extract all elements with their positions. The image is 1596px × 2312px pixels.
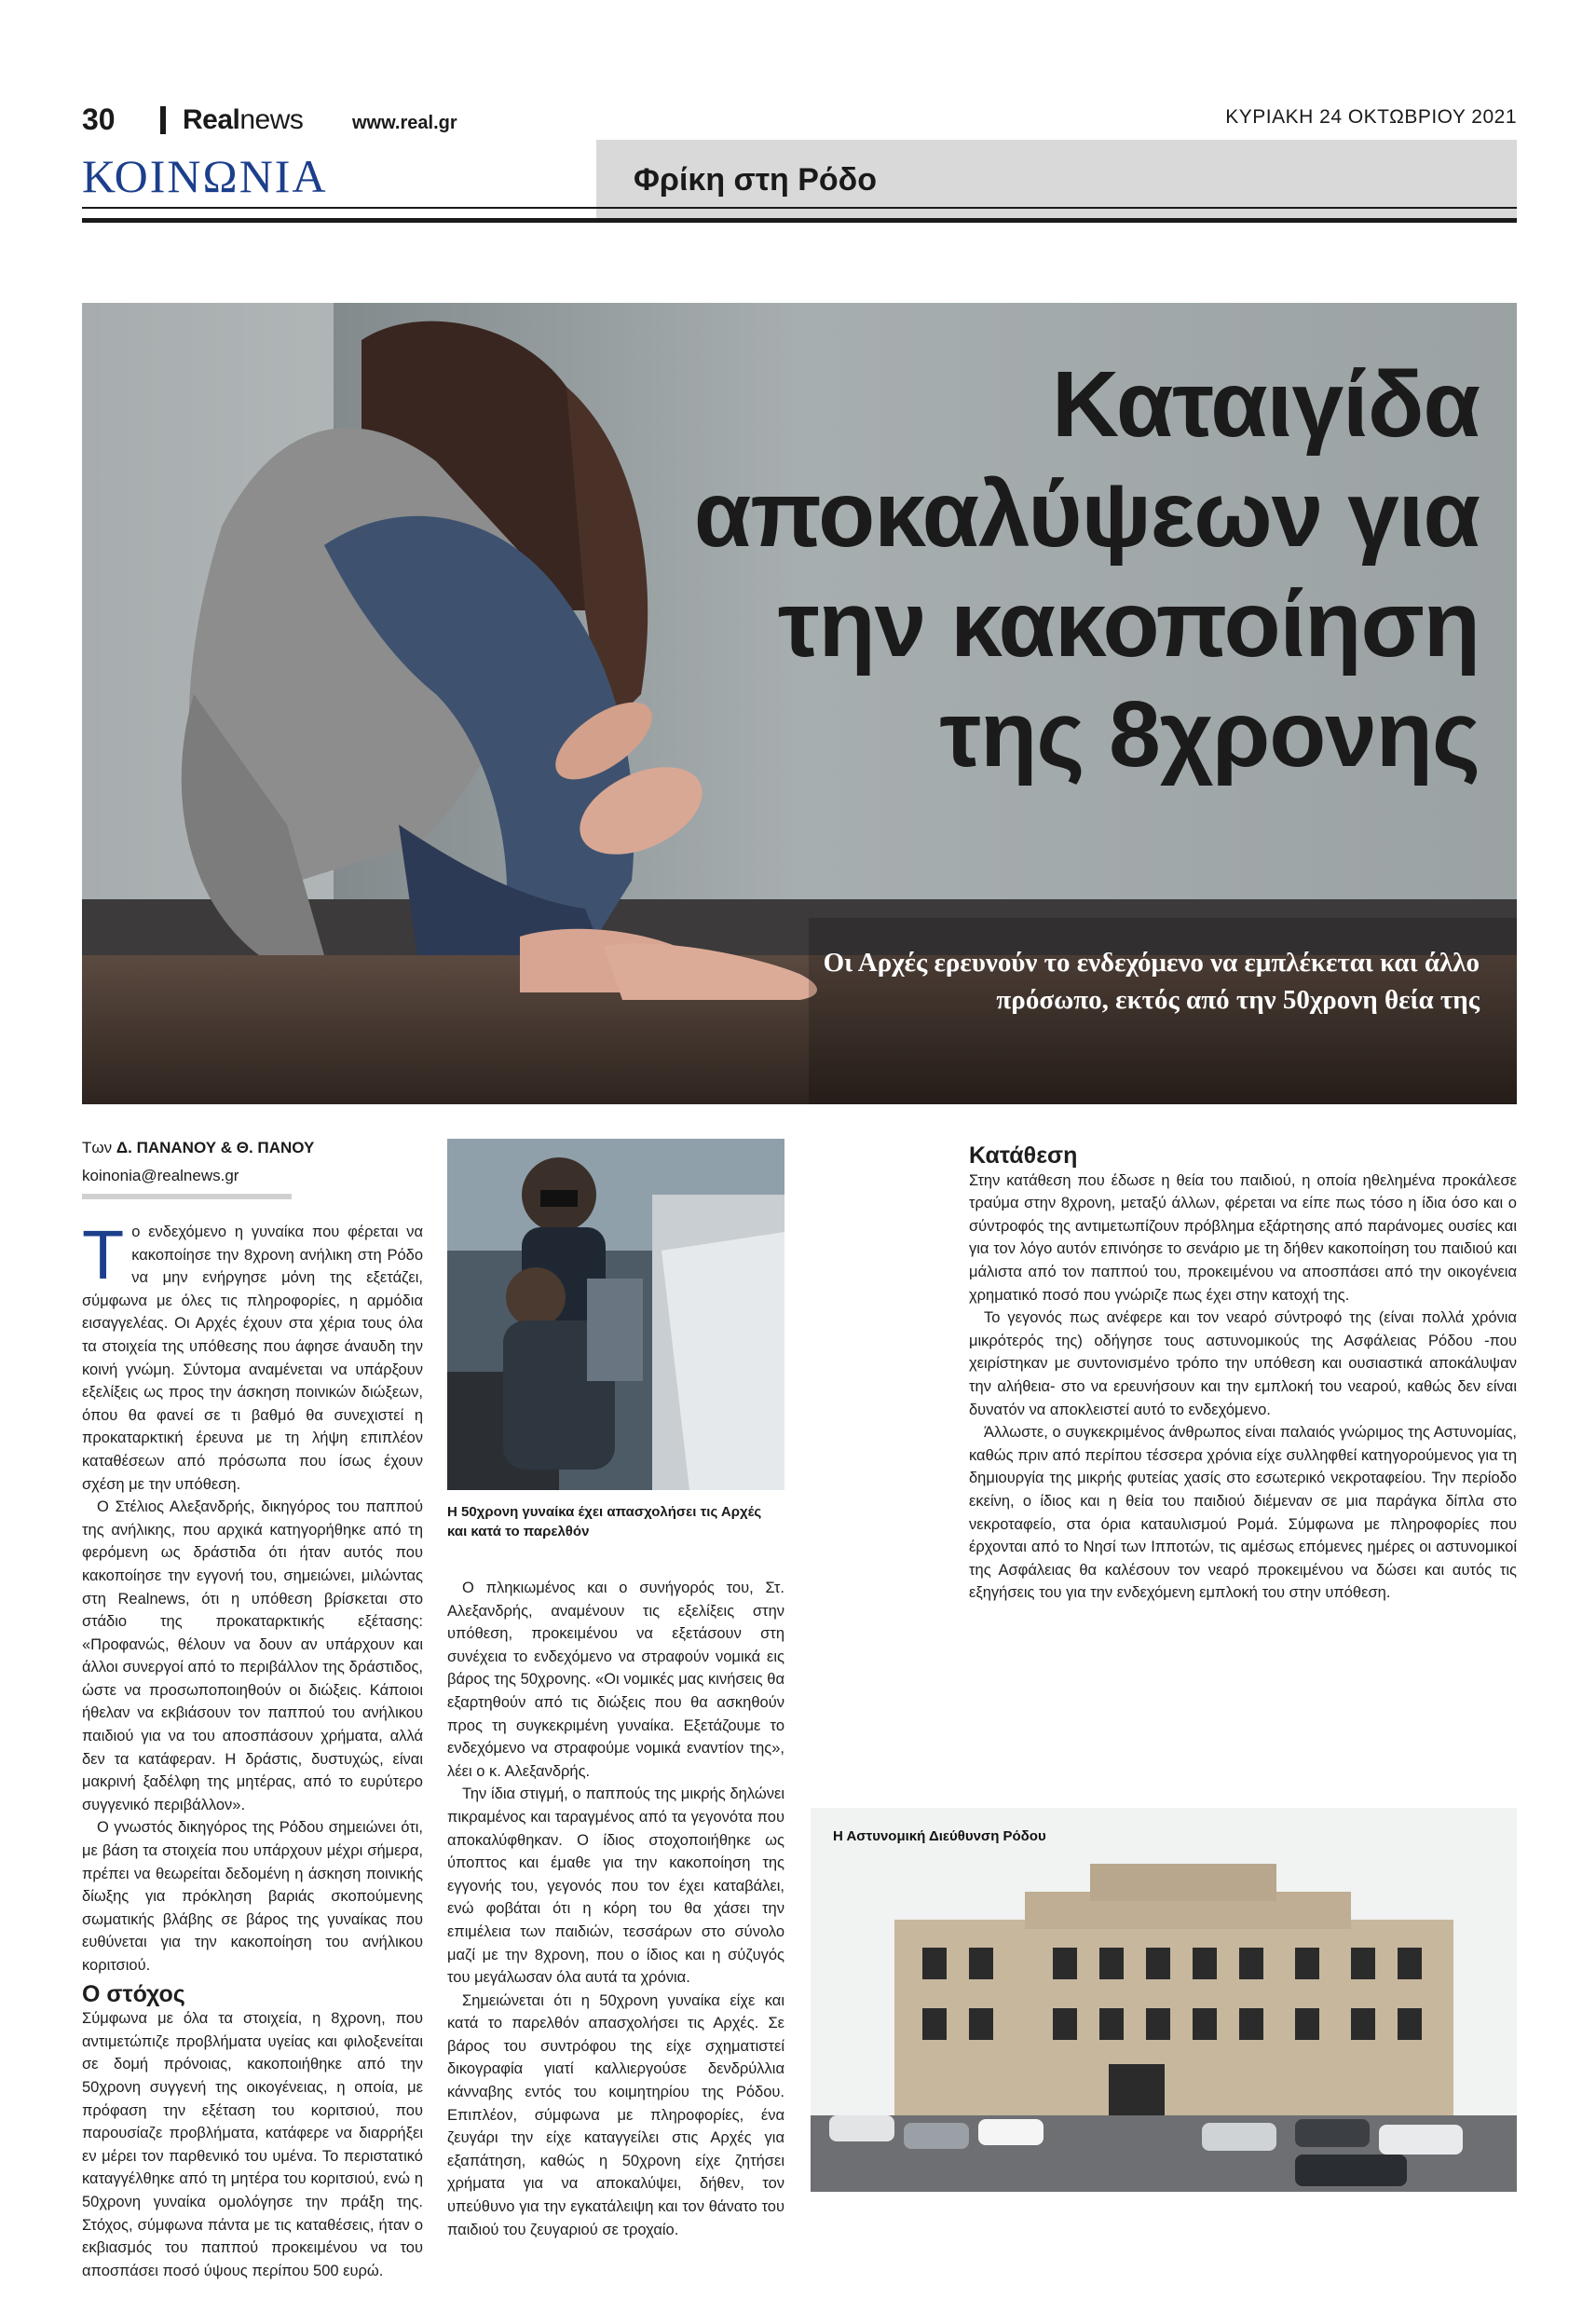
- brand-logo: Realnews: [183, 104, 304, 135]
- header-rule-thick: [82, 218, 1517, 223]
- article-column-3: [969, 1139, 1517, 1605]
- page-number: 30: [82, 103, 116, 136]
- arrest-photo-illustration: [447, 1139, 784, 1490]
- byline-rule: [82, 1194, 292, 1199]
- byline: Των Δ. ΠΑΝΑΝΟΥ & Θ. ΠΑΝΟΥ: [82, 1139, 315, 1156]
- topic-title: Φρίκη στη Ρόδο: [634, 162, 878, 198]
- article-paragraph: Ο γνωστός δικηγόρος της Ρόδου σημειώνει ότι, με βάση τα στοιχεία που υπάρχουν μέχρι σήμερα, πρέπει να θεωρείται δεδομένη η άσκηση ποινικής δίωξης για πρόκληση βαριάς σκοπούμενης σωματικής βλάβης σε βάρος της γυναίκας που ευθύνεται για την κακοποίηση του ανήλικου κοριτσιού.: [82, 1819, 423, 1974]
- article-column-2: [447, 1577, 784, 2241]
- article-paragraph: Σύμφωνα με όλα τα στοιχεία, η 8χρονη, που αντιμετώπιζε προβλήματα υγείας και φιλοξενείται σε δομή πρόνοιας, κακοποιήθηκε από την 50χρονη συγγενή της οικογένειας, η οποία, με πρόφαση την εξέταση του κοριτσιού, που παρουσίαζε προβλήματα, κατάφερε να διαρρήξει εν μέρει τον παρθενικό του υμένα. Το περιστατικό καταγγέλθηκε από τη μητέρα του κοριτσιού, ενώ η 50χρονη γυναίκα ομολόγησε την πράξη της. Στόχος, σύμφωνα πάντα με τις καταθέσεις, ήταν ο εκβιασμός του παππού προκειμένου να του αποσπάσει ποσό ύψους περίπου 500 ευρώ.: [82, 2010, 423, 2279]
- headline: Καταιγίδα αποκαλύψεων για την κακοποίηση της 8χρονης: [693, 352, 1480, 787]
- article-paragraph: Το γεγονός πως ανέφερε και τον νεαρό σύντροφό της (είναι πολλά χρόνια μικρότερός της) οδήγησε τους αστυνομικούς της Ασφάλειας Ρόδου -που χειρίστηκαν με συντονισμένο τρόπο την υπόθεση και ουσιαστικά αποκάλυψαν την αλήθεια- στο να ερευνήσουν και την εμπλοκή του νεαρού, καθώς δεν είναι δυνατόν να αποκλειστεί αυτό το ενδεχόμενο.: [969, 1309, 1517, 1418]
- byline-email: koinonia@realnews.gr: [82, 1167, 239, 1184]
- article-paragraph: Ο Στέλιος Αλεξανδρής, δικηγόρος του παππού της ανήλικης, που αρχικά κατηγορήθηκε από τη φερόμενη ως δράστιδα ότι ήταν αυτός που κακοποίησε την εγγονή του, σημειώνει, μιλώντας στη Realnews, ότι η υπόθεση βρίσκεται στο στάδιο της προκαταρκτικής εξέτασης: «Προφανώς, θέλουν να δουν αν υπάρχουν και άλλοι συνεργοί από το περιβάλλον της δράστιδος, ώστε να προσωποποιηθούν οι διώξεις. Κάποιοι ήθελαν να εκβιάσουν τον παππού του ανήλικου παιδιού για να του αποσπάσουν χρήματα, αλλά δεν τα κατάφεραν. Η δράστις, δυστυχώς, είναι μακρινή ξαδέλφη της μητέρας, από το ευρύτερο συγγενικό περιβάλλον».: [82, 1498, 423, 1813]
- article-paragraph: Άλλωστε, ο συγκεκριμένος άνθρωπος είναι παλαιός γνώριμος της Αστυνομίας, καθώς πριν από περίπου τέσσερα χρόνια είχε συλληφθεί κατηγορούμενος για τη δημιουργία της μικρής φυτείας χασίς στο εσωτερικό νεκροταφείου. Την περίοδο εκείνη, ο ίδιος και η θεία του παιδιού διέμεναν σε μια παράγκα δίπλα στο νεκροταφείο, στα όρια καταυλισμού Ρομά. Σύμφωνα με πληροφορίες που έρχονται από το Νησί των Ιπποτών, τις αμέσως επόμενες ημέρες οι αστυνομικοί της Ασφάλειας θα καλέσουν τον νεαρό προκειμένου να δώσει και αυτός τις εξηγήσεις του για την ενδεχόμενη εμπλοκή του στην υπόθεση.: [969, 1424, 1517, 1602]
- brand-url: www.real.gr: [352, 113, 457, 133]
- drop-cap: Τ: [82, 1216, 125, 1293]
- header-rule-thin: [82, 207, 1517, 209]
- article-paragraph: Στην κατάθεση που έδωσε η θεία του παιδιού, η οποία ηθελημένα προκάλεσε τραύμα στην 8χρονη, μεταξύ άλλων, φέρεται να είπε πως τόσο η ίδια όσο και ο σύντροφός της αντιμετωπίζουν πρόβλημα εξάρτησης από παράνομες ουσίες και για τον λόγο αυτόν επινόησε το σενάριο με τη δήθεν κακοποίηση του παιδιού και μάλιστα από τον παππού του, προκειμένου να αποσπάσει από την οικογένεια χρηματικό ποσό που γνώριζε πως έχει στην κατοχή της.: [969, 1171, 1517, 1304]
- photo-arrest: [447, 1139, 784, 1490]
- article-paragraph: Ο πληκιωμένος και ο συνήγορός του, Στ. Αλεξανδρής, αναμένουν τις εξελίξεις στην υπόθεση, προκειμένου να εξετάσουν στη συνέχεια το ενδεχόμενο να στραφούν νομικά εις βάρος της 50χρονης. «Οι νομικές μας κινήσεις θα εξαρτηθούν από τις διώξεις που θα ασκηθούν προς τη συγκεκριμένη γυναίκα. Εξετάζουμε το ενδεχόμενο να στραφούμε νομικά εναντίον της», λέει ο κ. Αλεξανδρής.: [447, 1580, 784, 1780]
- subheading-testimony: Κατάθεση: [969, 1142, 1078, 1169]
- article-paragraph: Την ίδια στιγμή, ο παππούς της μικρής δηλώνει πικραμένος και ταραγμένος από τα γεγονότα που αποκαλύφθηκαν. Ο ίδιος στοχοποιήθηκε ως ύποπτος και έμαθε για την κακοποίηση της εγγονής του, γεγονός που τον έχει καταβάλει, ενώ φοβάται ότι η κόρη του θα χάσει την επιμέλεια των παιδιών, τεσσάρων στο σύνολο μαζί με την 8χρονη, που ο ίδιος και η σύζυγός του μεγάλωσαν όλα αυτά τα χρόνια.: [447, 1785, 784, 1987]
- subheadline: Οι Αρχές ερευνούν το ενδεχόμενο να εμπλέκεται και άλλο πρόσωπο, εκτός από την 50χρονη θεία της: [823, 948, 1480, 1015]
- subheading-goal: Ο στόχος: [82, 1980, 185, 2007]
- article-column-1: [82, 1216, 423, 2282]
- photo-police-building: [811, 1808, 1517, 2192]
- photo-caption: Η Αστυνομική Διεύθυνση Ρόδου: [833, 1828, 1046, 1844]
- header-separator: [160, 106, 166, 134]
- article-lead: Το ενδεχόμενο η γυναίκα που φέρεται να κακοποίησε την 8χρονη ανήλικη στη Ρόδο να μην ενήργησε μόνη της εξετάζει, σύμφωνα με όλες τις πληροφορίες, η αρμόδια εισαγγελέας. Οι Αρχές έχουν στα χέρια τους όλα τα στοιχεία της υπόθεσης που άφησε άναυδη την κοινή γνώμη. Σύντομα αναμένεται να υπάρξουν εξελίξεις ως προς την άσκηση ποινικών διώξεων, όπου θα φανεί σε τι βαθμό θα συνεχιστεί η προκαταρκτική έρευνα με τη λήψη επιπλέον καταθέσεων από πρόσωπα που ίσως έχουν σχέση με την υπόθεση.: [82, 1216, 423, 1493]
- police-building-illustration: [811, 1808, 1517, 2192]
- issue-date: ΚΥΡΙΑΚΗ 24 ΟΚΤΩΒΡΙΟΥ 2021: [1225, 106, 1517, 128]
- hero-image: [82, 303, 1517, 1104]
- article-paragraph: Σημειώνεται ότι η 50χρονη γυναίκα είχε και κατά το παρελθόν απασχολήσει τις Αρχές. Σε βάρος του συντρόφου της είχε σχηματιστεί δικογραφία γιατί καλλιεργούσε δενδρύλλια κάνναβης εντός του κοιμητηρίου της Ρόδου. Επιπλέον, σύμφωνα με πληροφορίες, ένα ζευγάρι την είχε καταγγείλει στις Αρχές για εξαπάτηση, καθώς η 50χρονη είχε ζητήσει χρήματα για να αποκαλύψει, δήθεν, τον υπεύθυνο για την εγκατάλειψη και τον θάνατο του παιδιού του ζευγαριού σε τροχαίο.: [447, 1991, 784, 2238]
- page-header: [82, 103, 1517, 144]
- section-title: ΚΟΙΝΩΝΙΑ: [82, 150, 328, 202]
- photo-caption: Η 50χρονη γυναίκα έχει απασχολήσει τις Αρχές και κατά το παρελθόν: [447, 1504, 762, 1539]
